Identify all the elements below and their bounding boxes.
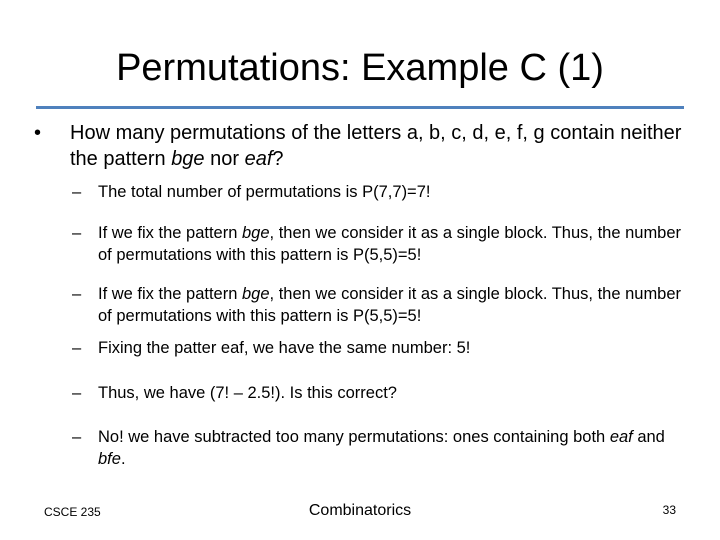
bullet-symbol: •	[34, 122, 42, 144]
sub-bullet-text: If we fix the pattern bge, then we consider it as a single block. Thus, the number of permutations with this pattern is P(5,5)=5!	[98, 285, 682, 325]
dash-symbol: –	[72, 384, 82, 402]
bullet-text: How many permutations of the letters a, b, c, d, e, f, g contain neither the pattern bge nor eaf?	[70, 122, 682, 170]
sub-bullet-1	[72, 181, 684, 203]
sub-bullet-5	[72, 382, 684, 404]
sub-bullet-6	[72, 426, 684, 470]
page-number: 33	[662, 503, 676, 517]
dash-symbol: –	[72, 428, 82, 446]
sub-bullet-text: No! we have subtracted too many permutations: ones containing both eaf and bfe.	[98, 428, 665, 468]
dash-symbol: –	[72, 285, 82, 303]
pattern-eaf: eaf	[244, 148, 273, 170]
dash-symbol: –	[72, 339, 82, 357]
sub-bullet-2	[72, 222, 684, 266]
dash-symbol: –	[72, 224, 82, 242]
footer-course: CSCE 235	[44, 505, 101, 519]
sub-bullet-text: Thus, we have (7! – 2.5!). Is this correct?	[98, 384, 397, 402]
dash-symbol: –	[72, 183, 82, 201]
pattern-bge: bge	[171, 148, 205, 170]
sub-bullet-3	[72, 283, 684, 327]
sub-bullet-text: Fixing the patter eaf, we have the same number: 5!	[98, 339, 471, 357]
sub-bullet-text: The total number of permutations is P(7,7)=7!	[98, 183, 431, 201]
main-bullet	[34, 120, 684, 172]
sub-bullet-text: If we fix the pattern bge, then we consider it as a single block. Thus, the number of permutations with this pattern is P(5,5)=5!	[98, 224, 682, 264]
footer-topic: Combinatorics	[308, 502, 412, 519]
sub-bullet-4	[72, 337, 684, 359]
title-divider	[36, 106, 684, 109]
slide-title: Permutations: Example C (1)	[116, 47, 604, 89]
